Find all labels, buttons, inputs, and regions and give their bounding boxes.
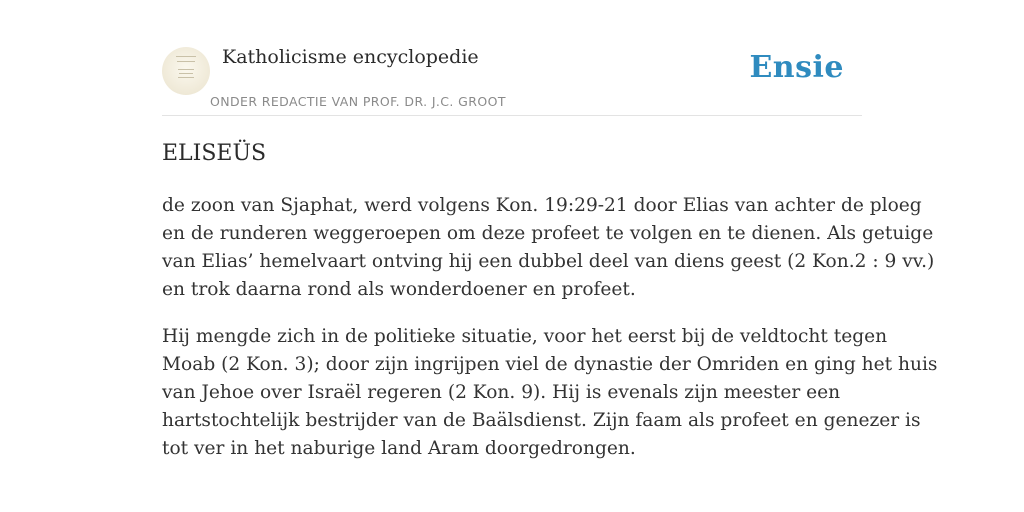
text-line: hartstochtelijk bestrijder van de Baälsdienst. Zijn faam als profeet en genezer is <box>162 410 921 431</box>
text-line: van Jehoe over Israël regeren (2 Kon. 9). Hij is evenals zijn meester een <box>162 382 841 403</box>
text-line: en trok daarna rond als wonderdoener en profeet. <box>162 279 636 300</box>
text-line: tot ver in het naburige land Aram doorgedrongen. <box>162 438 636 459</box>
header <box>162 40 862 116</box>
entry-title: ELISEÜS <box>162 141 267 166</box>
text-line: de zoon van Sjaphat, werd volgens Kon. 19:29-21 door Elias van achter de ploeg <box>162 195 922 216</box>
editor-subtitle: ONDER REDACTIE VAN PROF. DR. J.C. GROOT <box>210 94 506 109</box>
text-line: en de runderen weggeroepen om deze profeet te volgen en te dienen. Als getuige <box>162 223 934 244</box>
ensie-logo[interactable]: Ensie <box>749 50 844 85</box>
entry-body <box>162 192 938 482</box>
book-title[interactable]: Katholicisme encyclopedie <box>222 46 479 68</box>
paragraph <box>162 323 938 463</box>
text-line: Hij mengde zich in de politieke situatie, voor het eerst bij de veldtocht tegen <box>162 326 888 347</box>
paragraph <box>162 192 935 304</box>
book-cover-image[interactable] <box>162 47 210 95</box>
text-line: Moab (2 Kon. 3); door zijn ingrijpen viel de dynastie der Omriden en ging het huis <box>162 354 938 375</box>
text-line: van Elias’ hemelvaart ontving hij een dubbel deel van diens geest (2 Kon.2 : 9 vv.) <box>162 251 935 272</box>
